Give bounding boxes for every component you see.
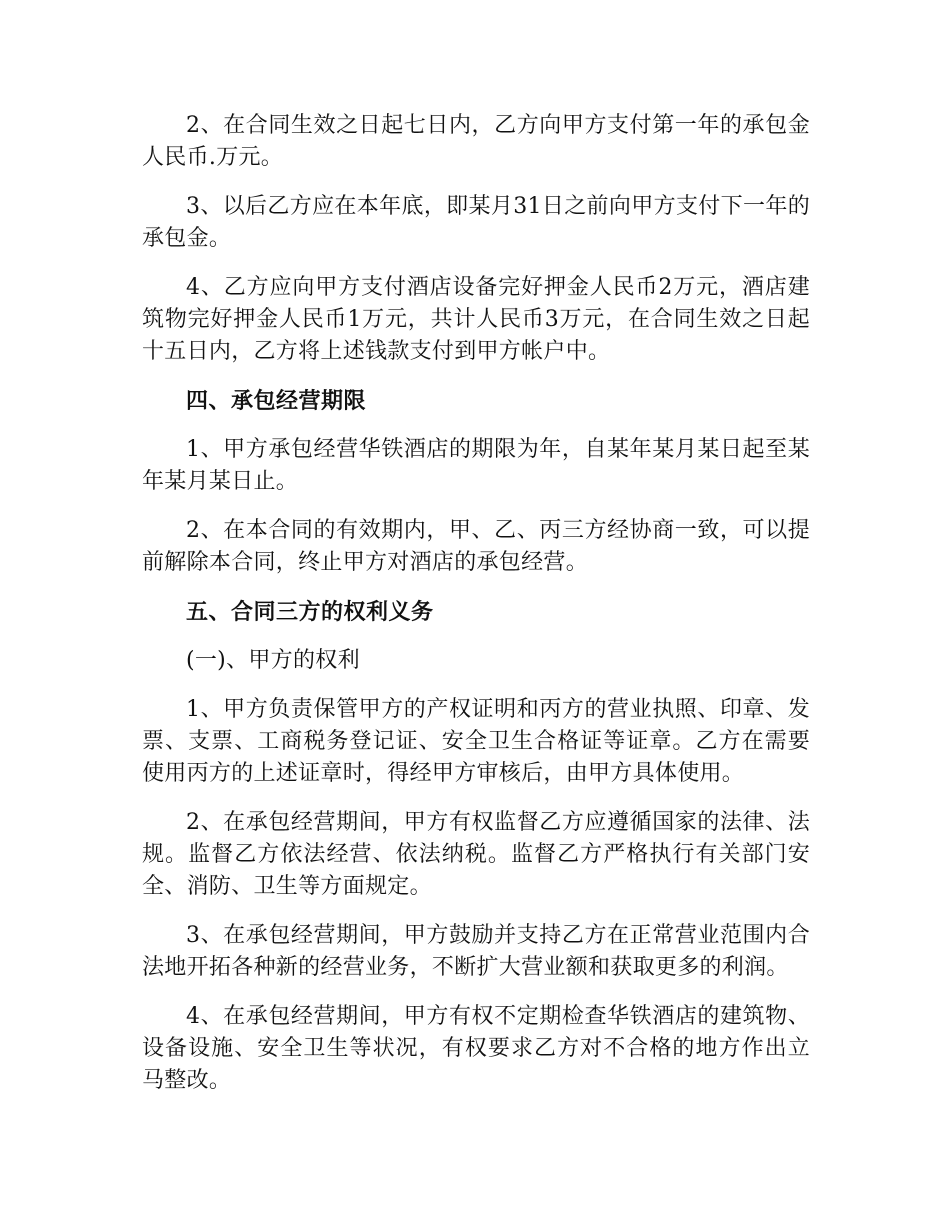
paragraph-inspection: 4、在承包经营期间，甲方有权不定期检查华铁酒店的建筑物、设备设施、安全卫生等状况，有权要求乙方对不合格的地方作出立马整改。 [142, 1004, 810, 1093]
paragraph-deposit: 4、乙方应向甲方支付酒店设备完好押金人民币2万元，酒店建筑物完好押金人民币1万元，共计人民币3万元，在合同生效之日起十五日内，乙方将上述钱款支付到甲方帐户中。 [142, 275, 810, 364]
subsection-heading-party-a-rights: (一)、甲方的权利 [186, 648, 360, 673]
paragraph-term-period: 1、甲方承包经营华铁酒店的期限为年，自某年某月某日起至某年某月某日止。 [142, 437, 810, 494]
paragraph-custody-of-seals: 1、甲方负责保管甲方的产权证明和丙方的营业执照、印章、发票、支票、工商税务登记证、安全卫生合格证等证章。乙方在需要使用丙方的上述证章时，得经甲方审核后，由甲方具体使用。 [142, 697, 810, 786]
paragraph-payment-first-year: 2、在合同生效之日起七日内，乙方向甲方支付第一年的承包金人民币.万元。 [142, 113, 810, 170]
document-page [142, 110, 810, 1114]
paragraph-supervision: 2、在承包经营期间，甲方有权监督乙方应遵循国家的法律、法规。监督乙方依法经营、依法纳税。监督乙方严格执行有关部门安全、消防、卫生等方面规定。 [142, 810, 810, 899]
paragraph-payment-following-years: 3、以后乙方应在本年底，即某月31日之前向甲方支付下一年的承包金。 [142, 194, 810, 251]
paragraph-early-termination: 2、在本合同的有效期内，甲、乙、丙三方经协商一致，可以提前解除本合同，终止甲方对酒店的承包经营。 [142, 518, 810, 575]
section-heading-rights-obligations: 五、合同三方的权利义务 [186, 599, 434, 625]
paragraph-business-expansion: 3、在承包经营期间，甲方鼓励并支持乙方在正常营业范围内合法地开拓各种新的经营业务，不断扩大营业额和获取更多的利润。 [142, 923, 810, 980]
section-heading-term: 四、承包经营期限 [186, 388, 367, 414]
